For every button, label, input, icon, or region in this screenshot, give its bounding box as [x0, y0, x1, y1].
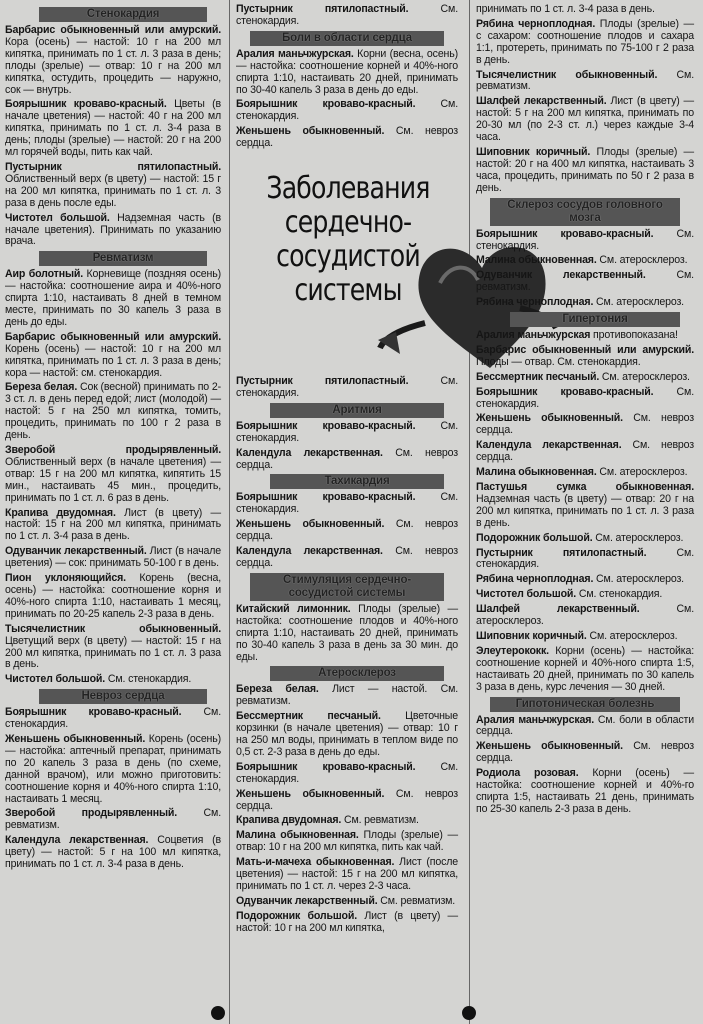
remedy-text: См. невроз сердца.: [236, 518, 458, 543]
remedy-text: Корень (осень) — настойка: аптечный препарат, принимать по 20 капель 3 раза в день (по схеме, данной врачом), или можно приготовить: соотношение корня и 40%-ного спирта 1:10, настаивать 1 месяц.: [5, 733, 222, 805]
remedy-text: См. стенокардия.: [476, 546, 694, 571]
remedy-text: См. ревматизм.: [377, 894, 456, 907]
plant-name: Крапива двудомная.: [236, 814, 342, 827]
remedy-text: См. атеросклероз.: [599, 370, 690, 383]
plant-name: Одуванчик лекарственный.: [236, 894, 378, 907]
remedy-entry: [476, 413, 694, 437]
remedy-text: Лист (в цвету) — настой: 10 г на 200 мл кипятка,: [236, 909, 458, 934]
plant-name: Аралия маньчжурская.: [476, 713, 595, 726]
remedy-text: Кора (осень) — настой: 10 г на 200 мл кипятка, принимать по 1 ст. л. 3 раза в день; плоды (зрелые) — отвар: 10 г на 200 мл кипятка, остудить, процедить — наружно, сок — внутрь.: [5, 35, 221, 96]
section-heading: Гипертония: [510, 312, 680, 327]
remedy-entry: [5, 332, 221, 380]
plant-name: Барбарис обыкновенный или амурский.: [5, 330, 221, 343]
remedy-text: См. стенокардия.: [105, 673, 192, 686]
remedy-entry: [476, 345, 694, 369]
remedy-entry: [476, 297, 694, 309]
section-heading: Склероз сосудов головного мозга: [490, 198, 680, 226]
plant-name: Малина обыкновенная.: [476, 254, 597, 267]
plant-name: Бессмертник песчаный.: [476, 370, 600, 383]
plant-name: Зверобой продырявленный.: [5, 807, 178, 820]
remedy-entry: [476, 646, 694, 694]
remedy-entry: [5, 707, 221, 731]
section-heading: Невроз сердца: [39, 689, 207, 704]
remedy-entry: [236, 857, 458, 893]
plant-name: Боярышник кроваво-красный.: [476, 385, 654, 398]
remedy-entry: [476, 330, 694, 342]
remedy-text: Надземная часть (в начале цветения). Принимать по указанию врача.: [5, 211, 221, 248]
plant-name: Пустырник пятилопастный.: [5, 160, 221, 173]
remedy-entry: [476, 715, 694, 739]
remedy-text: См. стенокардия.: [236, 375, 458, 399]
remedy-text: См. невроз сердца.: [476, 439, 694, 464]
remedy-entry: [236, 762, 458, 786]
remedy-text: См. невроз сердца.: [476, 740, 694, 765]
section-heading: Стимуляция сердечно-сосудистой системы: [250, 573, 444, 601]
remedy-entry: [5, 269, 221, 329]
remedy-text: Цветы (в начале цветения) — настой: 40 г на 200 мл кипятка, принимать по 1 ст. л. 3-4 раза в день; плоды (зрелые) — настой: 20 г на 200 мл горячей воды, пить как чай.: [5, 98, 221, 159]
remedy-text: Облиственный верх (в начале цветения) — отвар: 15 г на 200 мл кипятка, кипятить 15 мин., настаивать 45 мин., процедить, принимать по 1 ст. л. 6 раз в день.: [5, 455, 221, 504]
remedy-entry: [5, 546, 221, 570]
plant-name: Женьшень обыкновенный.: [236, 125, 385, 138]
remedy-entry: [236, 99, 458, 123]
remedy-text: Лист (в цвету) — настой: 5 г на 200 мл кипятка, принимать по 20-30 мл (по 2-3 ст. л.) через каждые 3-4 часа.: [476, 95, 694, 144]
plant-name: Зверобой продырявленный.: [5, 444, 221, 456]
remedy-text: Корни (осень) — настойка: соотношение корней и 40%-го спирта 1:5, настаивать 21 день, принимать по 25-30 капель 2-3 раза в день.: [476, 767, 694, 815]
remedy-entry: [236, 126, 458, 150]
plant-name: Пион уклоняющийся.: [5, 572, 126, 585]
remedy-text: Лист — настой. См. ревматизм.: [236, 683, 459, 708]
remedy-text: См. стенокардия.: [236, 491, 458, 516]
plant-name: Одуванчик лекарственный.: [476, 269, 646, 282]
remedy-entry: [5, 674, 221, 686]
plant-name: Боярышник кроваво-красный.: [476, 227, 654, 240]
remedy-text: См. стенокардия.: [236, 98, 458, 123]
plant-name: Боярышник кроваво-красный.: [5, 706, 182, 719]
plant-name: Чистотел большой.: [5, 211, 110, 224]
remedy-entry: [476, 589, 694, 601]
remedy-entry: [476, 70, 694, 94]
plant-name: Рябина черноплодная.: [476, 573, 594, 586]
remedy-text: См. атеросклероз.: [596, 466, 688, 479]
plant-name: Боярышник кроваво-красный.: [236, 760, 416, 773]
remedy-text: Корни (осень) — настойка: соотношение корней и 40%-ного спирта 1:5, настаивать 20 дней, принимать по 30 капель 3 раза в день, курс лечения — 30 дней.: [476, 644, 694, 693]
remedy-text: Плоды — отвар. См. стенокардия.: [476, 355, 641, 368]
remedy-entry: [5, 25, 221, 96]
remedy-text: См. ревматизм.: [476, 68, 694, 93]
page-bullet-mark: [211, 1006, 225, 1020]
remedy-entry: [476, 440, 694, 464]
plant-name: Подорожник большой.: [236, 909, 358, 922]
plant-name: Пустырник пятилопастный.: [236, 3, 409, 15]
remedy-entry: [236, 684, 458, 708]
remedy-entry: [5, 573, 221, 621]
plant-name: Шалфей лекарственный.: [476, 603, 640, 616]
plant-name: Женьшень обыкновенный.: [476, 412, 623, 425]
remedy-text: См. стенокардия.: [5, 706, 221, 731]
remedy-text: См. невроз сердца.: [236, 787, 458, 812]
remedy-entry: [476, 548, 694, 572]
remedy-entry: [236, 448, 458, 472]
remedy-text: См. невроз сердца.: [476, 412, 694, 437]
remedy-entry: [236, 546, 458, 570]
plant-name: Тысячелистник обыкновенный.: [5, 622, 221, 635]
remedy-entry: [5, 213, 221, 249]
remedy-text: Лист (в начале цветения) — сок: принимать 50-100 г в день.: [5, 545, 221, 570]
plant-name: Женьшень обыкновенный.: [476, 740, 623, 753]
remedy-text: См. атеросклероз.: [593, 573, 684, 586]
remedy-entry: [476, 631, 694, 643]
remedy-text: См. атеросклероз.: [476, 603, 694, 628]
section-heading: Боли в области сердца: [250, 31, 444, 46]
plant-name: Береза белая.: [5, 381, 78, 394]
remedy-text: Плоды (зрелые) — отвар: 10 г на 200 мл кипятка, пить как чай.: [236, 829, 458, 854]
remedy-entry: [236, 492, 458, 516]
plant-name: Аралия маньчжурская: [476, 329, 591, 342]
remedy-entry: [476, 229, 694, 253]
page-bullet-mark: [462, 1006, 476, 1020]
remedy-text: См. стенокардия.: [236, 3, 458, 27]
remedy-text: См. атеросклероз.: [592, 531, 684, 544]
column-left: [5, 4, 221, 874]
remedy-entry: [236, 830, 458, 854]
column-divider: [229, 0, 230, 1024]
remedy-text: Плоды (зрелые) — с сахаром: соотношение плодов и сахара 1:1, протереть, принимать по 75-100 г 2 раза в день.: [476, 17, 694, 66]
remedy-entry: [5, 624, 221, 672]
remedy-text: См. атеросклероз.: [593, 296, 684, 309]
section-heading: Ревматизм: [39, 251, 207, 266]
remedy-text: Лист (в цвету) — настой: 15 г на 200 мл кипятка, принимать по 1 ст. л. 3-4 раза в день.: [5, 506, 222, 543]
plant-name: Рябина черноплодная.: [476, 296, 594, 309]
remedy-entry: [236, 519, 458, 543]
remedy-text: Плоды (зрелые) — настой: 20 г на 400 мл кипятка, настаивать 3 часа, процедить, принимать по 50 г 2 раза в день.: [476, 145, 694, 194]
remedy-text: Корневище (поздняя осень) — настойка: соотношение аира и 40%-ного спирта 1:10, настаивать 8 дней в темном месте, принимать по 30 капель 3 раза в день до еды.: [5, 268, 221, 328]
plant-name: Китайский лимонник.: [236, 602, 351, 615]
plant-name: Боярышник кроваво-красный.: [5, 98, 167, 111]
remedy-entry: [5, 99, 221, 159]
remedy-text: Плоды (зрелые) — настойка: соотношение плодов и 40%-ного спирта 1:10, настаивать 20 дней, принимать по 30-40 капель 3 раза в день за 30 мин. до еды.: [236, 602, 458, 663]
plant-name: Пустырник пятилопастный.: [476, 546, 647, 559]
plant-name: Календула лекарственная.: [236, 446, 383, 459]
section-heading: Аритмия: [270, 403, 444, 418]
remedy-entry: [5, 508, 221, 544]
remedy-text: См. ревматизм.: [341, 814, 419, 827]
plant-name: Бессмертник песчаный.: [236, 710, 381, 723]
remedy-entry: [236, 789, 458, 813]
remedy-entry: [476, 467, 694, 479]
plant-name: Подорожник большой.: [476, 531, 593, 544]
plant-name: Календула лекарственная.: [476, 439, 622, 452]
remedy-entry: [476, 96, 694, 144]
remedy-text: Облиственный верх (в цвету) — настой: 15 г на 200 мл кипятка, принимать по 1 ст. л. 3 раза в день после еды.: [5, 172, 221, 209]
remedy-text: См. ревматизм.: [5, 807, 221, 832]
remedy-text: См. стенокардия.: [476, 227, 694, 252]
section-heading: Стенокардия: [39, 7, 207, 22]
column-middle-bottom: [236, 376, 458, 938]
plant-name: Одуванчик лекарственный.: [5, 545, 147, 558]
remedy-text: См. атеросклероз.: [596, 254, 688, 267]
plant-name: Барбарис обыкновенный или амурский.: [5, 24, 221, 36]
remedy-entry: [5, 445, 221, 505]
remedy-entry: [5, 162, 221, 210]
plant-name: Пустырник пятилопастный.: [236, 375, 409, 387]
remedy-entry: [476, 768, 694, 816]
remedy-entry: [5, 382, 221, 442]
remedy-entry: [476, 533, 694, 545]
remedy-text: См. невроз сердца.: [236, 545, 458, 569]
plant-name: Аир болотный.: [5, 268, 83, 281]
remedy-entry: [476, 372, 694, 384]
remedy-text: принимать по 1 ст. л. 3-4 раза в день.: [476, 3, 655, 15]
plant-name: Крапива двудомная.: [5, 506, 116, 519]
plant-name: Малина обыкновенная.: [476, 466, 597, 479]
remedy-text: См. невроз сердца.: [236, 446, 458, 471]
article-title: Заболевания сердечно-сосудистой системы: [266, 171, 430, 308]
plant-name: Шиповник коричный.: [476, 145, 591, 158]
remedy-text: Лист (после цветения) — настой: 15 г на 200 мл кипятка, принимать по 1 ст. л. через 2-3 часа.: [236, 856, 458, 892]
plant-name: Чистотел большой.: [5, 673, 106, 686]
plant-name: Береза белая.: [236, 683, 319, 696]
plant-name: Шиповник коричный.: [476, 629, 587, 642]
plant-name: Рябина черноплодная.: [476, 17, 596, 30]
remedy-entry: [236, 421, 458, 445]
remedy-entry: [476, 255, 694, 267]
remedy-text: См. стенокардия.: [576, 588, 663, 601]
remedy-text: См. стенокардия.: [236, 419, 458, 444]
plant-name: Мать-и-мачеха обыкновенная.: [236, 856, 395, 869]
remedy-entry: [236, 4, 458, 28]
plant-name: Барбарис обыкновенный или амурский.: [476, 343, 694, 356]
plant-name: Женьшень обыкновенный.: [236, 518, 385, 531]
remedy-entry: [236, 815, 458, 827]
remedy-entry: [476, 147, 694, 195]
remedy-entry: [5, 734, 221, 805]
remedy-text: Соцветия (в цвету) — настой: 5 г на 100 мл кипятка, принимать по 1 ст. л. 3-4 раза в день.: [5, 834, 221, 871]
remedy-entry: [5, 835, 221, 871]
remedy-entry: [236, 49, 458, 97]
remedy-entry: [236, 604, 458, 664]
plant-name: Календула лекарственная.: [236, 545, 383, 558]
plant-name: Чистотел большой.: [476, 588, 577, 601]
remedy-entry: [476, 270, 694, 294]
section-heading: Атеросклероз: [270, 666, 444, 681]
column-divider: [469, 0, 470, 1024]
remedy-entry: [5, 808, 221, 832]
remedy-entry: [236, 376, 458, 400]
remedy-text: Надземная часть (в цвету) — отвар: 20 г на 200 мл кипятка, принимать по 1 ст. л. 3 раза в день.: [476, 492, 694, 529]
remedy-text: См. стенокардия.: [236, 760, 458, 785]
remedy-entry: [236, 896, 458, 908]
remedy-text: См. невроз сердца.: [236, 125, 458, 150]
remedy-entry: [476, 574, 694, 586]
plant-name: Боярышник кроваво-красный.: [236, 491, 416, 504]
plant-name: Календула лекарственная.: [5, 834, 149, 847]
remedy-entry: [236, 711, 458, 759]
remedy-entry: [476, 387, 694, 411]
remedy-entry: [476, 482, 694, 530]
remedy-text: См. атеросклероз.: [586, 629, 678, 642]
column-middle-top: [236, 4, 458, 153]
plant-name: Шалфей лекарственный.: [476, 95, 607, 108]
remedy-entry: [476, 4, 694, 16]
remedy-entry: [476, 604, 694, 628]
section-heading: Тахикардия: [270, 474, 444, 489]
remedy-text: См. боли в области сердца.: [476, 713, 694, 738]
plant-name: Тысячелистник обыкновенный.: [476, 68, 658, 81]
remedy-text: Сок (весной) принимать по 2-3 ст. л. в день перед едой; лист (молодой) — настой: 5 г на 250 мл кипятка, томить, процедить, принимать по 100 г 2 раза в день.: [5, 381, 222, 442]
remedy-text: противопоказана!: [590, 329, 678, 342]
plant-name: Боярышник кроваво-красный.: [236, 98, 416, 111]
remedy-entry: [236, 911, 458, 935]
remedy-text: Корни (весна, осень) — настойка: соотношение корней и 40%-ного спирта 1:10, настаивать 20 дней, принимать по 30-40 капель 3 раза в день до еды.: [236, 47, 459, 96]
remedy-entry: [476, 19, 694, 67]
plant-name: Родиола розовая.: [476, 767, 579, 780]
remedy-entry: [476, 741, 694, 765]
plant-name: Малина обыкновенная.: [236, 829, 359, 842]
remedy-text: См. ревматизм.: [476, 269, 694, 294]
remedy-text: Цветущий верх (в цвету) — настой: 15 г на 200 мл кипятка, принимать по 1 ст. л. 3 раза в день.: [5, 634, 221, 671]
plant-name: Элеутерококк.: [476, 644, 549, 657]
remedy-text: Цветочные корзинки (в начале цветения) — отвар: 10 г на 250 мл воды, принимать в теплом виде по 0,5 ст. 2-3 раза в день до еды.: [236, 710, 458, 758]
plant-name: Боярышник кроваво-красный.: [236, 419, 416, 432]
plant-name: Женьшень обыкновенный.: [5, 733, 146, 746]
remedy-text: Корень (весна, осень) — настойка: соотношение корня и 40%-ного спирта 1:10, настаивать 1 месяц, принимать по 20-25 капель 2-3 раза в день.: [5, 572, 222, 620]
plant-name: Аралия маньчжурская.: [236, 47, 354, 60]
section-heading: Гипотоническая болезнь: [490, 697, 680, 712]
column-right: [476, 4, 694, 819]
remedy-text: Корень (осень) — настой: 10 г на 200 мл кипятка, принимать по 1 ст. л. 3 раза в день; кора — настой: см. стенокардия.: [5, 342, 221, 379]
plant-name: Пастушья сумка обыкновенная.: [476, 481, 694, 493]
remedy-text: См. стенокардия.: [476, 385, 694, 410]
plant-name: Женьшень обыкновенный.: [236, 787, 385, 800]
